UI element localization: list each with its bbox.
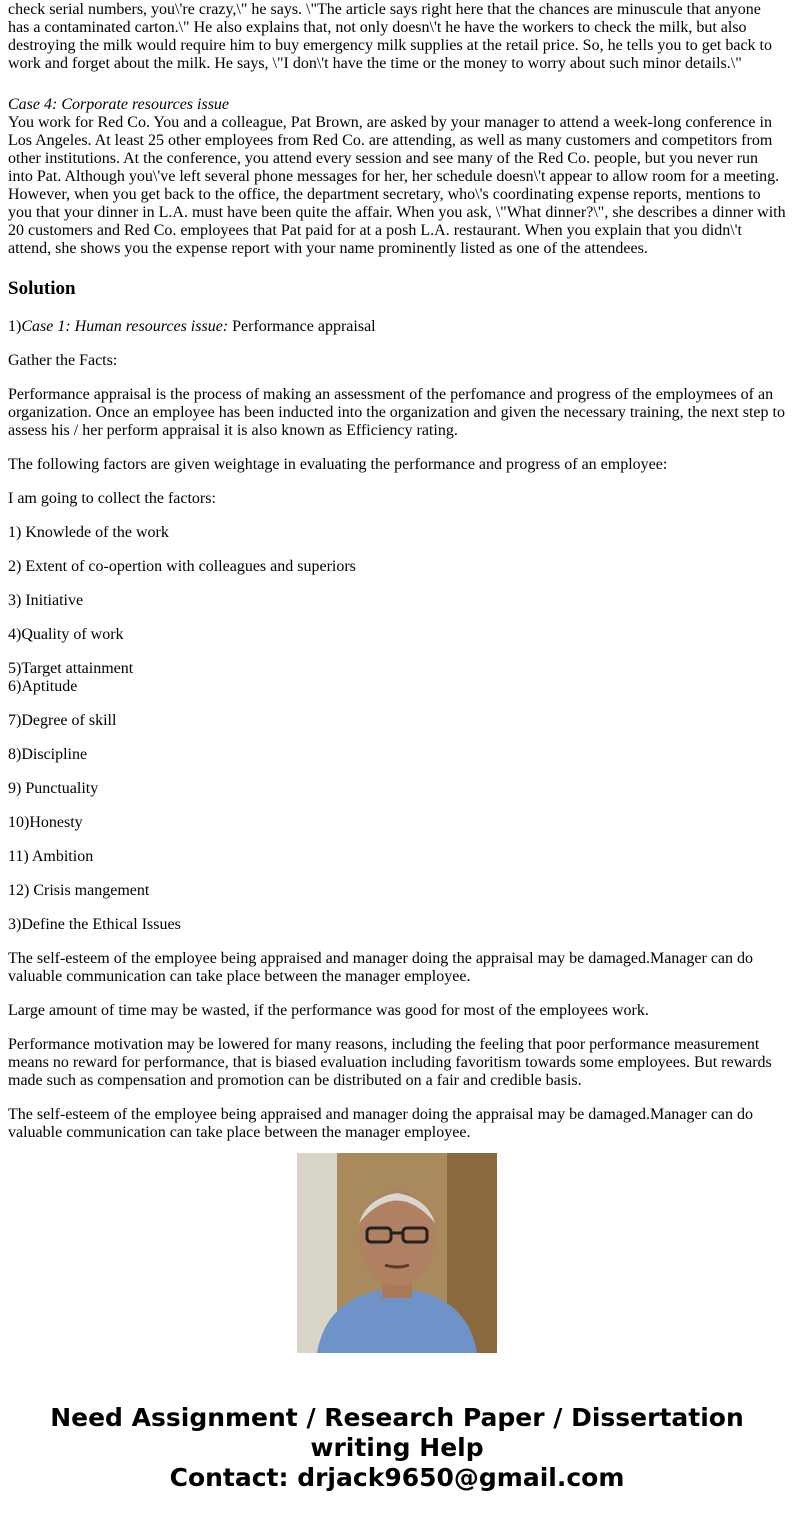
contact-banner: [0, 1403, 794, 1493]
factor-item: 12) Crisis mangement: [8, 882, 150, 899]
solution-heading: Solution: [8, 278, 76, 299]
factor-item: 1) Knowlede of the work: [8, 524, 169, 541]
case1-line: [8, 318, 786, 336]
factor-item: 9) Punctuality: [8, 780, 99, 797]
collect-line: I am going to collect the factors:: [8, 490, 216, 507]
author-photo: [297, 1153, 497, 1353]
case4: [8, 96, 786, 258]
case1-topic: Performance appraisal: [228, 318, 376, 335]
case3-tail: check serial numbers, you\'re crazy,\" he says. \"The article says right here that the chances are minuscule that anyone has a contaminated carton.\" He also explains that, not only doesn\'t he have the workers to check the milk, but also destroying the milk would require him to buy emergency milk supplies at the retail price. So, he tells you to get back to work and forget about the milk. He says, \"I don\'t have the time or the money to worry about such minor details.\": [8, 1, 772, 72]
gather-facts: Gather the Facts:: [8, 352, 118, 369]
paragraph: Large amount of time may be wasted, if the performance was good for most of the employees work.: [8, 1002, 649, 1019]
factor-item: 10)Honesty: [8, 814, 83, 831]
ethical-heading: 3)Define the Ethical Issues: [8, 916, 181, 933]
case4-body: You work for Red Co. You and a colleague, Pat Brown, are asked by your manager to attend a week-long conference in Los Angeles. At least 25 other employees from Red Co. are attending, as well as many customers and competitors from other institutions. At the conference, you attend every session and see many of the Red Co. people, but you never run into Pat. Although you\'ve left several phone messages for her, her schedule doesn\'t appear to allow room for a meeting. However, when you get back to the office, the department secretary, who\'s coordinating expense reports, mentions to you that your dinner in L.A. must have been quite the affair. When you ask, \"What dinner?\", she describes a dinner with 20 customers and Red Co. employees that Pat paid for at a posh L.A. restaurant. When you explain that you didn\'t attend, she shows you the expense report with your name prominently listed as one of the attendees.: [8, 114, 786, 257]
definition: Performance appraisal is the process of making an assessment of the perfomance and progress of the employmees of an organization. Once an employee has been inducted into the organization and given the necessary training, the next step to assess his / her perform appraisal it is also known as Efficiency rating.: [8, 386, 785, 439]
factor-item: 4)Quality of work: [8, 626, 124, 643]
factor-item: 2) Extent of co-opertion with colleagues and superiors: [8, 558, 356, 575]
cta-line1: Need Assignment / Research Paper / Dissertation writing Help: [50, 1403, 744, 1462]
paragraph: The self-esteem of the employee being appraised and manager doing the appraisal may be damaged.Manager can do valuable communication can take place between the manager employee.: [8, 950, 754, 985]
case1-prefix: 1): [8, 318, 22, 335]
cta-line2: Contact: drjack9650@gmail.com: [169, 1463, 625, 1492]
document-body: [8, 0, 786, 1141]
paragraph: Performance motivation may be lowered for many reasons, including the feeling that poor performance measurement means no reward for performance, that is biased evaluation including favoritism towards some employees. But rewards made such as compensation and promotion can be distributed on a fair and credible basis.: [8, 1036, 772, 1089]
paragraph: The self-esteem of the employee being appraised and manager doing the appraisal may be damaged.Manager can do valuable communication can take place between the manager employee.: [8, 1106, 754, 1141]
case4-title: Case 4: Corporate resources issue: [8, 96, 230, 113]
factor-item: 5)Target attainment: [8, 660, 134, 677]
case1-title: Case 1: Human resources issue:: [21, 318, 229, 335]
factor-item: 11) Ambition: [8, 848, 94, 865]
factor-item: 8)Discipline: [8, 746, 88, 763]
factor-item: 7)Degree of skill: [8, 712, 117, 729]
factor-item: 6)Aptitude: [8, 678, 78, 695]
factor-item: 3) Initiative: [8, 592, 84, 609]
factors-intro: The following factors are given weightage in evaluating the performance and progress of an employee:: [8, 456, 668, 473]
